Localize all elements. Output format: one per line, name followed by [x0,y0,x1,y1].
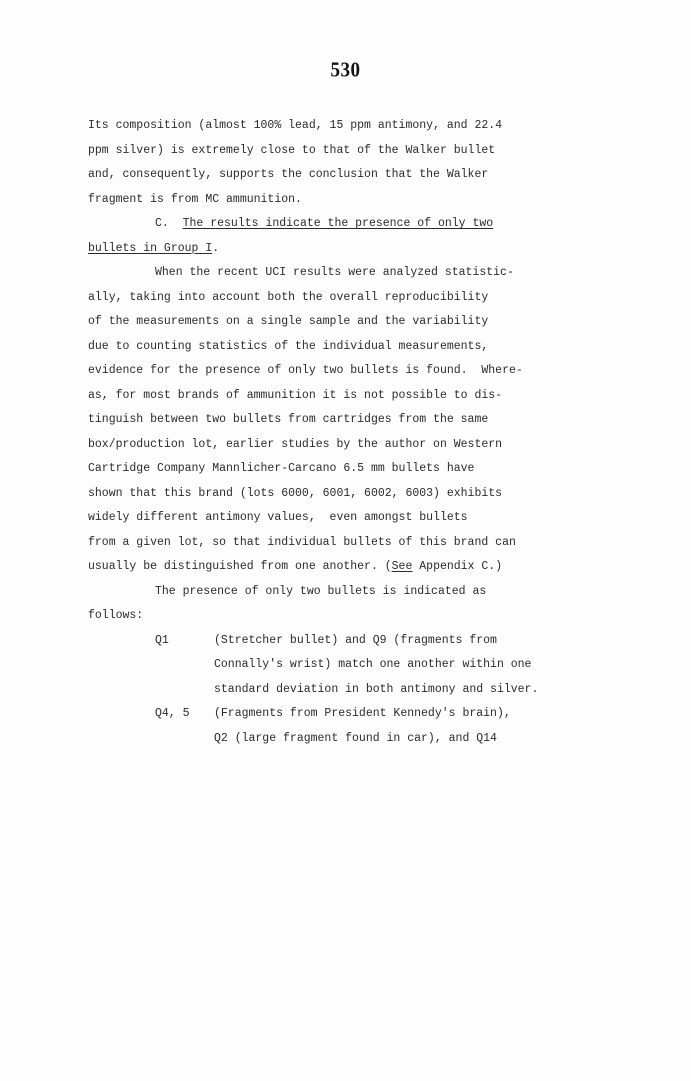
paragraph-2-line: tinguish between two bullets from cartridges from the same [88,413,489,426]
paragraph-3-line: The presence of only two bullets is indicated as [155,584,487,598]
paragraph-1-line: ppm silver) is extremely close to that of the Walker bullet [88,143,496,157]
section-letter: C. [155,217,169,230]
body-text [88,114,568,751]
page-number: 530 [330,58,361,82]
paragraph-2-line: Cartridge Company Mannlicher-Carcano 6.5 mm bullets have [88,462,475,475]
paragraph-1-line: fragment is from MC ammunition. [88,192,302,206]
item-line: standard deviation in both antimony and silver. [214,682,539,696]
item-line: Connally's wrist) match one another within one [214,658,532,671]
paragraph-2-line: box/production lot, earlier studies by the author on Western [88,437,503,451]
item-body [214,702,568,751]
paragraph-2-line: ally, taking into account both the overall reproducibility [88,290,489,304]
paragraph-2-line: due to counting statistics of the individual measurements, [88,339,489,353]
paragraph-2-line: of the measurements on a single sample and the variability [88,315,489,328]
item-label: Q4, 5 [155,707,190,720]
paragraph-2-line: When the recent UCI results were analyzed statistic- [155,266,514,279]
section-heading-text: The results indicate the presence of only two [182,217,494,230]
section-heading-text-2: bullets in Group I [88,241,213,255]
section-heading [88,212,568,237]
paragraph-2-line: shown that this brand (lots 6000, 6001, 6002, 6003) exhibits [88,486,503,500]
paragraph-2-last-line: usually be distinguished from one another. (See Appendix C.) [88,560,503,573]
paragraph-2-line: from a given lot, so that individual bullets of this brand can [88,535,516,549]
paragraph-2-line: evidence for the presence of only two bullets is found. Where- [88,364,523,377]
paragraph-2-line: as, for most brands of ammunition it is not possible to dis- [88,388,503,402]
item-body [214,629,568,703]
list-item [88,702,568,751]
paragraph-3-line: follows: [88,609,144,622]
paragraph-1-line: Its composition (almost 100% lead, 15 ppm antimony, and 22.4 [88,119,503,132]
section-heading-continued: bullets in Group I. [88,241,220,255]
list-item [88,629,568,703]
paragraph-1-line: and, consequently, supports the conclusion that the Walker [88,168,489,181]
paragraph-2-line: widely different antimony values, even amongst bullets [88,511,468,524]
item-line: Q2 (large fragment found in car), and Q14 [214,731,497,745]
see-reference: See [391,560,413,573]
item-line: (Stretcher bullet) and Q9 (fragments from [214,633,497,647]
item-label: Q1 [155,633,169,647]
item-line: (Fragments from President Kennedy's brain), [214,707,511,720]
